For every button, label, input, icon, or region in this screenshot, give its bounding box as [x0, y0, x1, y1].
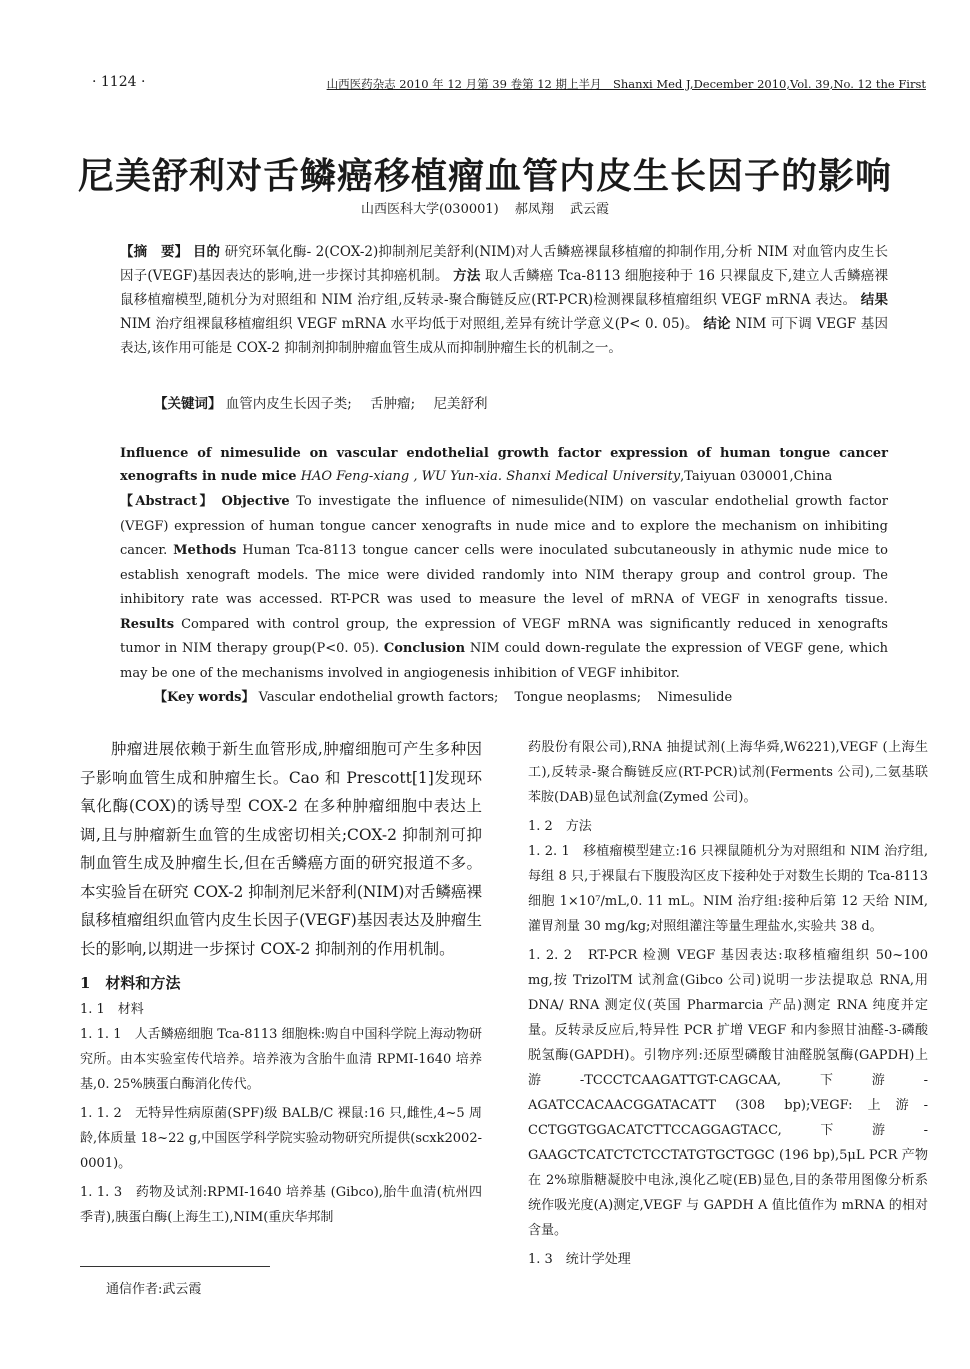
cn-keyword: 舌肿瘤;	[370, 396, 416, 412]
paragraph-label: 1. 2. 1 移植瘤模型建立:	[528, 844, 680, 859]
subsection-heading: 1. 1 材料	[80, 1002, 144, 1017]
cn-objective: 研究环氧化酶- 2(COX-2)抑制剂尼美舒利(NIM)对人舌鳞癌裸鼠移植瘤的抑制作用,分析 NIM 对血管内皮生长因子(VEGF)基因表达的影响,进一步探讨其抑癌机制。	[120, 244, 889, 284]
paragraph-text: 16 只,雌性,4~5 周龄,体质量 18~22 g,中国医学科学院实验动物研究所提供(scxk2002-0001)。	[80, 1106, 482, 1171]
cn-keywords-label: 【关键词】	[154, 396, 222, 412]
en-results-label: Results	[120, 616, 175, 632]
en-methods-label: Methods	[173, 543, 237, 558]
en-keyword: Vascular endothelial growth factors;	[258, 690, 499, 705]
en-authors: HAO Feng-xiang , WU Yun-xia.	[300, 469, 503, 484]
paragraph-1-2-1	[528, 839, 928, 939]
subsection-heading: 1. 2 方法	[528, 819, 592, 834]
en-title: Influence of nimesulide on vascular endothelial growth factor expression of human tongue cancer xenografts in nude mice	[120, 446, 888, 484]
article-title: 尼美舒利对舌鳞癌移植瘤血管内皮生长因子的影响	[77, 155, 892, 197]
cn-conclusion-label: 结论	[703, 316, 731, 332]
cn-keywords	[154, 392, 888, 412]
paragraph-label: 1. 1. 2 无特异性病原菌(SPF)级 BALB/C 裸鼠:	[80, 1106, 369, 1121]
cn-objective-label: 目的	[192, 244, 221, 260]
en-keywords	[154, 686, 888, 705]
cn-conclusion: NIM 可下调 VEGF 基因表达,该作用可能是 COX-2 抑制剂抑制肿瘤血管生成从而抑制肿瘤生长的机制之一。	[120, 316, 889, 356]
paragraph-continued: 药股份有限公司),RNA 抽提试剂(上海华舜,W6221),VEGF (上海生工),反转录-聚合酶链反应(RT-PCR)试剂(Ferments 公司),二氨基联苯胺(DAB)显色试剂盒(Zymed 公司)。	[528, 740, 928, 805]
en-methods: Human Tca-8113 tongue cancer cells were inoculated subcutaneously in athymic nude mice to establish xenograft models. The mice were divided randomly into NIM therapy group and control group. The inhibitory rate was accessed. RT-PCR was used to measure the level of mRNA of VEGF in xenografts tissue.	[120, 543, 888, 607]
en-conclusion: NIM could down-regulate the expression of VEGF gene, which may be one of the mechanisms involved in angiogenesis inhibition of VEGF inhibitor.	[120, 641, 889, 681]
page-number: · 1124 ·	[92, 74, 146, 90]
paragraph-label: 1. 1. 3 药物及试剂:	[80, 1185, 208, 1200]
en-abstract-label: 【Abstract】	[120, 494, 215, 509]
cn-keyword: 血管内皮生长因子类;	[225, 396, 352, 412]
en-abstract	[120, 490, 888, 686]
author-1: 郝凤翔	[514, 202, 554, 217]
footnote-rule	[80, 1266, 270, 1267]
en-title-block	[120, 442, 888, 488]
paragraph-label: 1. 2. 2 RT-PCR 检测 VEGF 基因表达:	[528, 948, 783, 963]
paragraph-1-1-2	[80, 1101, 482, 1176]
paragraph-text: 购自中国科学院上海动物研究所。由本实验室传代培养。培养液为含胎牛血清 RPMI-1640 培养基,0. 25%胰蛋白酶消化传代。	[80, 1027, 482, 1092]
en-objective: To investigate the influence of nimesulide(NIM) on vascular endothelial growth factor (VEGF) expression of human tongue cancer xenografts in nude mice and to explore the mechanism on inhibiting cancer.	[120, 494, 888, 558]
paragraph-1-2-2	[528, 943, 928, 1243]
cn-results-label: 结果	[860, 292, 889, 308]
paragraph-text: RPMI-1640 培养基 (Gibco),胎牛血清(杭州四季青),胰蛋白酶(上海生工),NIM(重庆华邦制	[80, 1185, 482, 1225]
paragraph-1-1-1	[80, 1022, 482, 1097]
footnote: 通信作者:武云霞	[106, 1282, 202, 1297]
cn-methods: 取人舌鳞癌 Tca-8113 细胞接种于 16 只裸鼠皮下,建立人舌鳞癌裸鼠移植瘤模型,随机分为对照组和 NIM 治疗组,反转录-聚合酶链反应(RT-PCR)检测裸鼠移植瘤组织 VEGF mRNA 表达。	[120, 268, 888, 308]
en-conclusion-label: Conclusion	[383, 641, 466, 656]
body-column-left	[80, 735, 482, 1234]
cn-methods-label: 方法	[453, 268, 481, 284]
cn-abstract	[120, 240, 888, 360]
journal-info: 山西医药杂志 2010 年 12 月第 39 卷第 12 期上半月 Shanxi Med J,December 2010,Vol. 39,No. 12 the First	[326, 77, 926, 91]
en-affiliation: Shanxi Medical University	[506, 469, 681, 484]
cn-keyword: 尼美舒利	[433, 396, 488, 412]
cn-abstract-label: 【摘 要】	[120, 244, 189, 260]
cn-results: NIM 治疗组裸鼠移植瘤组织 VEGF mRNA 水平均低于对照组,差异有统计学意义(P< 0. 05)。	[120, 316, 699, 332]
author-line	[0, 198, 970, 217]
subsection-heading: 1. 3 统计学处理	[528, 1252, 631, 1267]
body-column-right	[528, 735, 928, 1272]
paragraph-1-1-3	[80, 1180, 482, 1230]
en-keywords-label: 【Key words】	[154, 690, 255, 705]
paragraph-label: 1. 1. 1 人舌鳞癌细胞 Tca-8113 细胞株:	[80, 1027, 326, 1042]
section-heading: 1 材料和方法	[80, 974, 181, 992]
running-header	[92, 70, 926, 100]
en-objective-label: Objective	[221, 494, 290, 509]
author-2: 武云霞	[570, 202, 610, 217]
intro-paragraph: 肿瘤进展依赖于新生血管形成,肿瘤细胞可产生多种因子影响血管生成和肿瘤生长。Cao 和 Prescott[1]发现环氧化酶(COX)的诱导型 COX-2 在多种肿瘤细胞中表达上调,且与肿瘤新生血管的生成密切相关;COX-2 抑制剂可抑制血管生成及肿瘤生长,但在舌鳞癌方面的研究报道不多。本实验旨在研究 COX-2 抑制剂尼米舒利(NIM)对舌鳞癌裸鼠移植瘤组织血管内皮生长因子(VEGF)基因表达及肿瘤生长的影响,以期进一步探讨 COX-2 抑制剂的作用机制。	[80, 740, 482, 958]
en-results: Compared with control group, the expression of VEGF mRNA was significantly reduced in xenografts tumor in NIM therapy group(P<0. 05).	[120, 616, 888, 656]
en-keyword: Nimesulide	[657, 690, 733, 705]
en-keyword: Tongue neoplasms;	[514, 690, 642, 705]
en-location: ,Taiyuan 030001,China	[680, 469, 833, 484]
paragraph-text: 取移植瘤组织 50~100 mg,按 TrizolTM 试剂盒(Gibco 公司)说明一步法提取总 RNA,用 DNA/ RNA 测定仪(英国 Pharmarcia 产品)测定 RNA 纯度并定量。反转录反应后,特异性 PCR 扩增 VEGF 和内参照甘油醛-3-磷酸脱氢酶(GAPDH)。引物序列:还原型磷酸甘油醛脱氢酶(GAPDH)上游-TCCCTCAAGATTGT-CAGCAA,下游-AGATCCACAACGGATACATT (308 bp);VEGF:上游-CCTGGTGGACATCTTCCAGGAGTACC,下游-GAAGCTCATCTCTCCTATGTGCTGGC (196 bp),5μL PCR 产物在 2%琼脂糖凝胶中电泳,溴化乙啶(EB)显色,目的条带用图像分析系统作吸光度(A)测定,VEGF 与 GAPDH A 值比值作为 mRNA 的相对含量。	[528, 948, 928, 1238]
paragraph-text: 16 只裸鼠随机分为对照组和 NIM 治疗组,每组 8 只,于裸鼠右下腹股沟区皮下接种处于对数生长期的 Tca-8113 细胞 1×10⁷/mL,0. 11 mL。NIM 治疗组:接种后第 12 天给 NIM,灌胃剂量 30 mg/kg;对照组灌注等量生理盐水,实验共 38 d。	[528, 844, 928, 934]
affiliation: 山西医科大学(030001)	[360, 202, 499, 217]
